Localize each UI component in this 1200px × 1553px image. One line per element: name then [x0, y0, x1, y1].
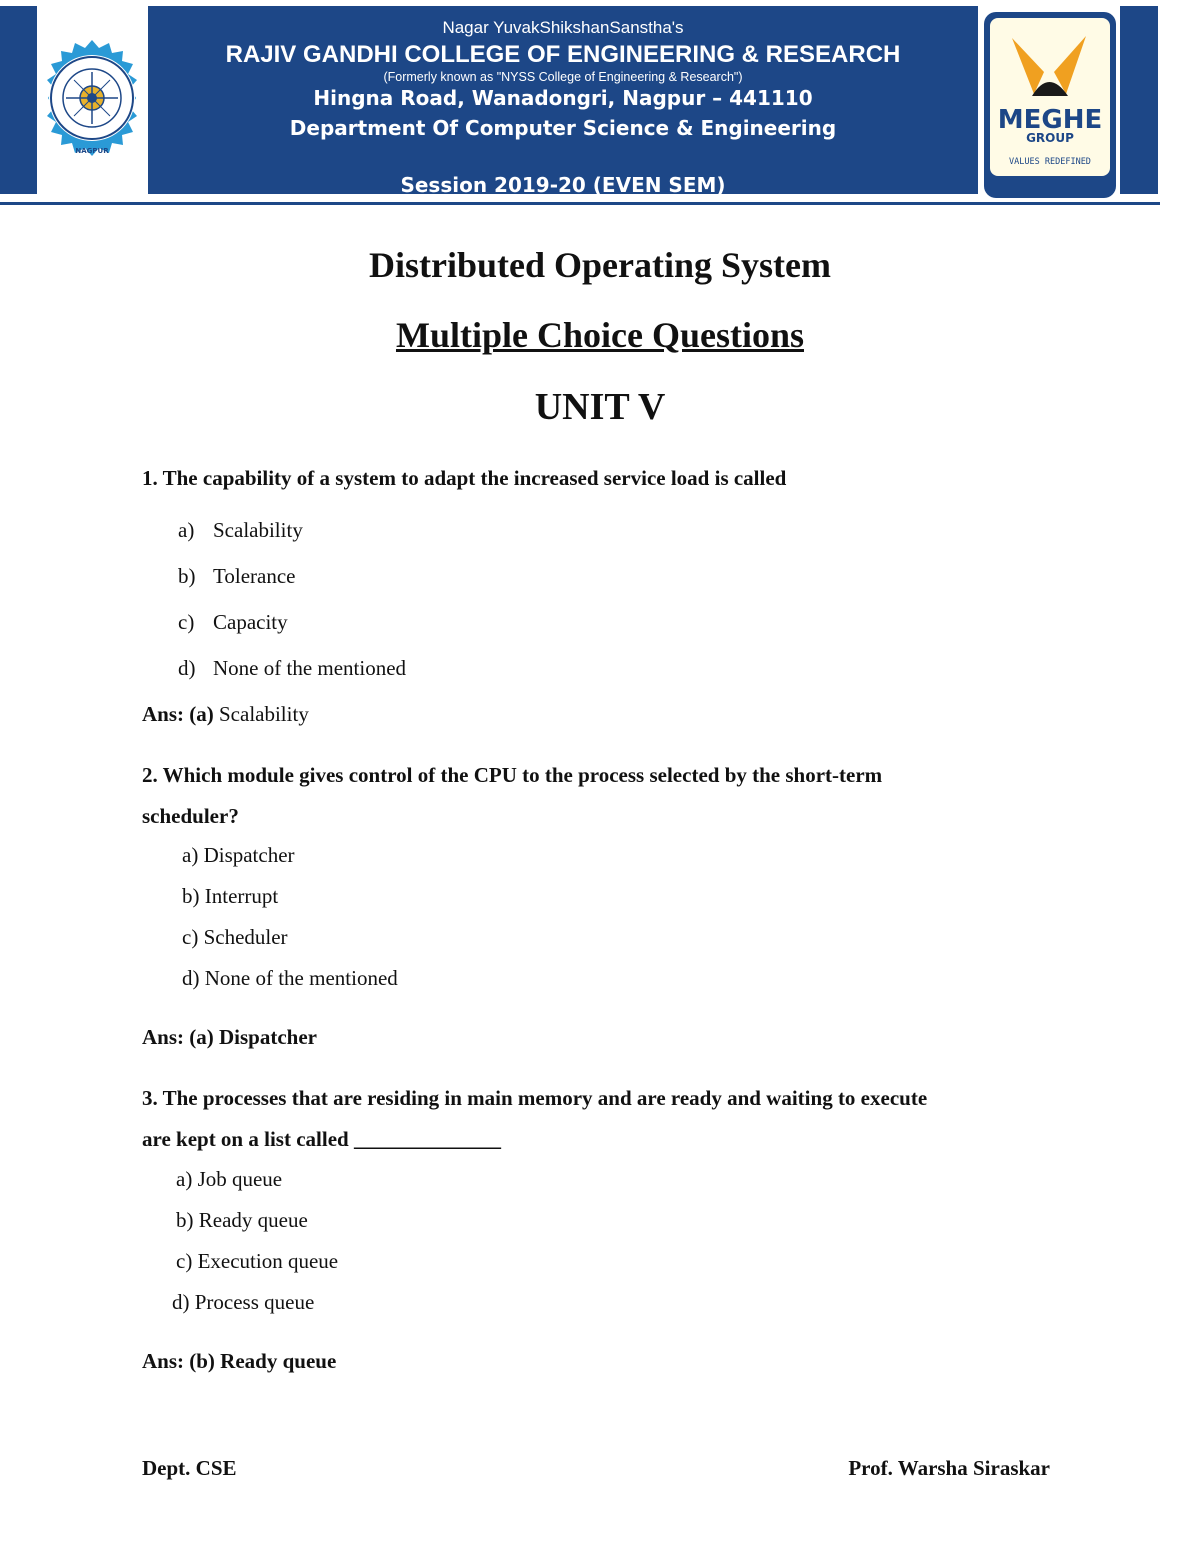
- header-divider: [0, 202, 1160, 205]
- q2-option: a) Dispatcher: [182, 843, 295, 867]
- brand-tagline: VALUES REDEFINED: [1009, 157, 1091, 167]
- q2-answer: Ans: (a) Dispatcher: [142, 1025, 317, 1049]
- college-seal-logo: [37, 6, 148, 196]
- q3-option: d) Process queue: [172, 1290, 315, 1314]
- question-2-text-cont: scheduler?: [142, 804, 239, 828]
- q3-option: b) Ready queue: [176, 1208, 308, 1232]
- brand-name: MEGHE: [997, 105, 1103, 135]
- footer-author: Prof. Warsha Siraskar: [848, 1456, 1050, 1480]
- question-1-text: 1. The capability of a system to adapt the increased service load is called: [142, 466, 787, 490]
- society-name: Nagar YuvakShikshanSanstha's: [442, 18, 684, 37]
- question-3-text-cont: are kept on a list called ______________: [142, 1127, 501, 1151]
- page-title: Distributed Operating System: [369, 245, 831, 285]
- college-name: RAJIV GANDHI COLLEGE OF ENGINEERING & RESEARCH: [225, 41, 901, 68]
- header-banner: [0, 6, 1160, 196]
- unit-heading: UNIT V: [534, 386, 666, 428]
- footer-department: Dept. CSE: [142, 1456, 237, 1480]
- q1-option-text: Scalability: [213, 518, 303, 542]
- session-label: Session 2019-20 (EVEN SEM): [400, 173, 726, 197]
- department-name: Department Of Computer Science & Engineering: [289, 116, 837, 140]
- q1-option-letter: d): [178, 656, 196, 680]
- q1-answer-text: Scalability: [219, 702, 309, 726]
- question-2-text: 2. Which module gives control of the CPU to the process selected by the short-term: [142, 763, 883, 787]
- q3-option: c) Execution queue: [176, 1249, 339, 1273]
- banner-right-band: [1120, 6, 1158, 194]
- q1-answer: [142, 702, 309, 727]
- q1-option-letter: c): [178, 610, 195, 634]
- seal-text: NAGPUR: [75, 147, 109, 155]
- college-address: Hingna Road, Wanadongri, Nagpur – 441110: [313, 86, 813, 110]
- q3-option: a) Job queue: [176, 1167, 283, 1191]
- brand-group: GROUP: [1026, 131, 1074, 145]
- banner-left-band: [0, 6, 37, 194]
- page-subtitle: Multiple Choice Questions: [395, 315, 804, 355]
- formerly-known-as: (Formerly known as "NYSS College of Engineering & Research"): [383, 70, 743, 84]
- q2-option: b) Interrupt: [182, 884, 279, 908]
- question-3-text: 3. The processes that are residing in main memory and are ready and waiting to execute: [142, 1086, 928, 1110]
- q3-answer: Ans: (b) Ready queue: [142, 1349, 337, 1373]
- q1-option-text: Capacity: [213, 610, 288, 634]
- meghe-group-logo: [982, 10, 1118, 200]
- q2-option: c) Scheduler: [182, 925, 288, 949]
- q2-option: d) None of the mentioned: [182, 966, 398, 990]
- q1-answer-label: Ans: (a): [142, 702, 214, 726]
- q1-option-letter: b): [178, 564, 196, 588]
- q1-option-text: Tolerance: [213, 564, 296, 588]
- q1-option-letter: a): [178, 518, 195, 542]
- q1-option-text: None of the mentioned: [213, 656, 407, 680]
